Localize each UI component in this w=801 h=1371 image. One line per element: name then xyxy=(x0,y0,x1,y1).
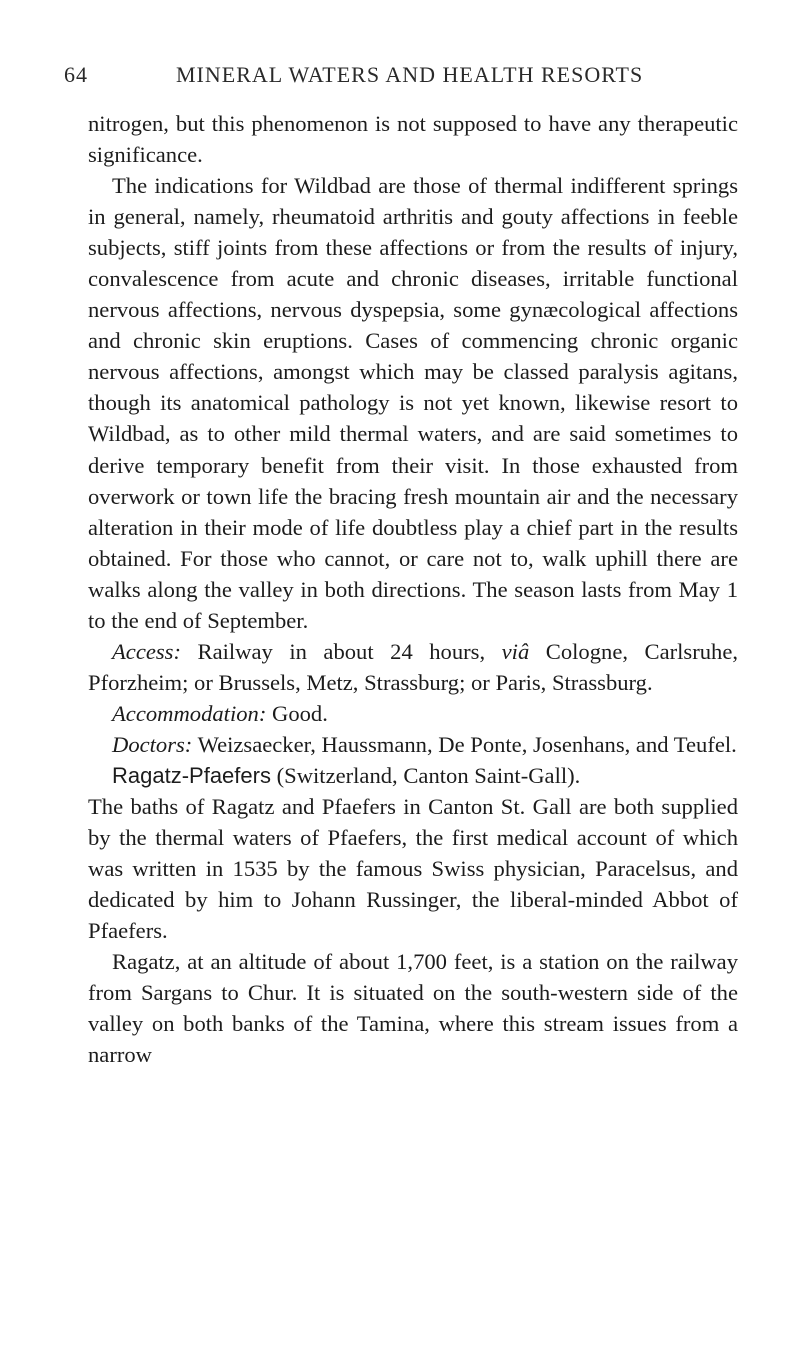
ragatz-heading-rest: (Switzerland, Canton Saint-Gall). xyxy=(270,762,581,788)
doctors-text: Weizsaecker, Haussmann, De Ponte, Josenhans, and Teufel. xyxy=(192,731,737,757)
ragatz-heading: Ragatz-Pfaefers xyxy=(112,762,271,788)
accommodation-label: Accommodation: xyxy=(112,700,267,726)
page-header xyxy=(64,62,754,88)
section-heading-ragatz xyxy=(88,760,738,791)
access-label: Access: xyxy=(112,638,181,664)
running-title: MINERAL WATERS AND HEALTH RESORTS xyxy=(176,62,644,87)
body-text xyxy=(88,108,738,1070)
accommodation-text: Good. xyxy=(266,700,328,726)
paragraph-accommodation xyxy=(88,698,738,729)
paragraph-doctors xyxy=(88,729,738,760)
paragraph-indications: The indications for Wildbad are those of thermal indifferent springs in general, namely, rheumatoid arthritis and gouty affections in feeble subjects, stiff joints from these affections or from the results of injury, convalescence from acute and chronic diseases, irritable functional nervous affections, nervous dyspepsia, some gynæcological affections and chronic skin eruptions. Cases of commencing chronic organic nervous affections, amongst which may be classed paralysis agitans, though its anatomical pathology is not yet known, likewise resort to Wildbad, as to other mild thermal waters, and are said sometimes to derive temporary benefit from their visit. In those exhausted from overwork or town life the bracing fresh mountain air and the necessary alteration in their mode of life doubtless play a chief part in the results obtained. For those who cannot, or care not to, walk uphill there are walks along the valley in both directions. The season lasts from May 1 to the end of September. xyxy=(88,173,738,633)
paragraph-ragatz-baths: The baths of Ragatz and Pfaefers in Canton St. Gall are both supplied by the thermal waters of Pfaefers, the first medical account of which was written in 1535 by the famous Swiss physician, Paracelsus, and dedicated by him to Johann Russinger, the liberal-minded Abbot of Pfaefers. xyxy=(88,794,738,944)
paragraph-continuation: nitrogen, but this phenomenon is not supposed to have any therapeutic significance. xyxy=(88,111,738,168)
page-number: 64 xyxy=(64,62,88,87)
paragraph-access xyxy=(88,636,738,698)
doctors-label: Doctors: xyxy=(112,731,193,757)
paragraph-ragatz-location: Ragatz, at an altitude of about 1,700 feet, is a station on the railway from Sargans to Chur. It is situated on the south-western side of the valley on both banks of the Tamina, where this stream issues from a narrow xyxy=(88,949,738,1068)
access-via: viâ xyxy=(501,638,530,664)
access-text-2: Cologne, Carlsruhe, Pforzheim; or Brussels, Metz, Strassburg; or Paris, Strassburg. xyxy=(88,638,739,695)
access-text-1: Railway in about 24 hours, xyxy=(181,638,502,664)
